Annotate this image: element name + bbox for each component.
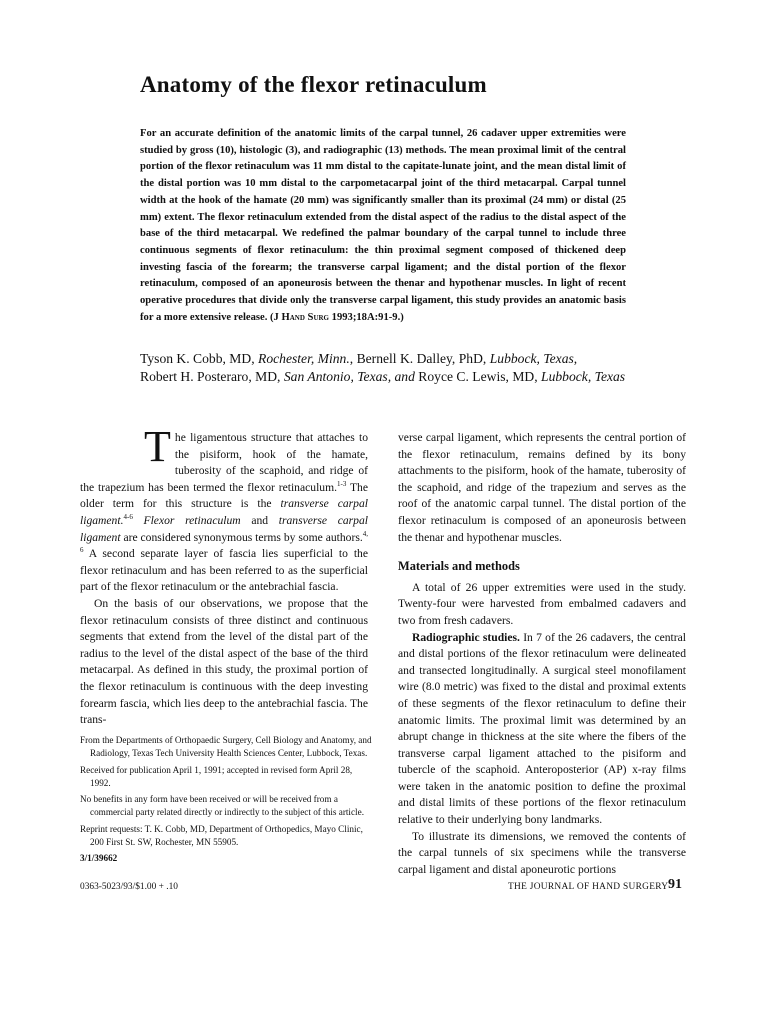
intro-italic-1: transverse carpal ligament.	[80, 497, 368, 527]
body-column-right	[398, 430, 686, 878]
author-lewis: Royce C. Lewis, MD,	[414, 369, 542, 384]
article-title: Anatomy of the flexor retinaculum	[140, 72, 487, 97]
author-dalley-location: Lubbock, Texas	[489, 351, 574, 366]
author-posteraro-location: San Antonio, Texas, and	[283, 369, 415, 384]
intro-text-2: The older term for this structure is the	[80, 480, 368, 511]
intro-italic-3: transverse carpal ligament	[80, 513, 368, 544]
author-cobb-location: Rochester, Minn.	[258, 351, 350, 366]
author-dalley: , Bernell K. Dalley, PhD,	[349, 351, 490, 366]
methods-paragraph-3: To illustrate its dimensions, we removed the contents of the carpal tunnels of six specimens while the transverse carpal ligament and distal aponeurotic portions	[398, 829, 686, 876]
intro-italic-2: Flexor retinaculum	[132, 513, 241, 527]
page-number: 91	[668, 877, 682, 892]
abstract-text: For an accurate definition of the anatomic limits of the carpal tunnel, 26 cadaver upper extremities were studied by gross (10), histologic (3), and radiographic (13) methods. The mean proximal limit of the central portion of the flexor retinaculum was 11 mm distal to the capitate-lunate joint, and the mean distal limit of the distal portion was 10 mm distal to the carpometacarpal joint of the third metacarpal. Carpal tunnel width at the hook of the hamate (20 mm) was significantly smaller than its proximal (24 mm) or distal (25 mm) extent. The flexor retinaculum extended from the distal aspect of the radius to the distal aspect of the base of the third metacarpal. We redefined the palmar boundary of the carpal tunnel to include three continuous segments of flexor retinaculum: the thin proximal segment composed of thickened deep investing fascia of the forearm; the transverse carpal ligament; and the distal portion of the flexor retinaculum, composed of an aponeurosis between the thenar and hypothenar muscles. In light of recent operative procedures that divide only the transverse carpal ligament, this study provides an anatomic basis for a more extensive release. (J	[140, 128, 626, 323]
author-line-1-end: ,	[573, 351, 578, 366]
methods-paragraph-1: A total of 26 upper extremities were used in the study. Twenty-four were harvested from embalmed cadavers and two from fresh cadavers.	[398, 580, 686, 627]
footer-issn: 0363-5023/93/$1.00 + .10	[80, 882, 178, 892]
abstract-journal-abbrev: Hand Surg	[281, 311, 330, 323]
author-cobb: Tyson K. Cobb, MD,	[140, 351, 259, 366]
author-line-1	[140, 350, 700, 368]
footnote-code: 3/1/39662	[80, 853, 118, 864]
author-lewis-location: Lubbock, Texas	[541, 369, 626, 384]
footer-journal-name: THE JOURNAL OF HAND SURGERY	[508, 882, 669, 892]
footnote-received: Received for publication April 1, 1991; accepted in revised form April 28, 1992.	[80, 764, 353, 788]
intro-paragraph-1	[80, 422, 368, 596]
abstract	[140, 126, 626, 326]
author-list	[140, 350, 700, 386]
intro-text-1: he ligamentous structure that attaches to the pisiform, hook of the hamate, tuberosity of the scaphoid, and ridge of the trapezium has been termed the flexor retinaculum.	[80, 431, 368, 494]
body-column-left	[80, 422, 368, 729]
ref-superscript: 4, 6	[80, 529, 368, 555]
ref-superscript: 1-3	[337, 479, 347, 488]
footnotes	[80, 734, 372, 869]
footnote-benefits: No benefits in any form have been received or will be received from a commercial party related directly or indirectly to the subject of this article.	[80, 794, 364, 818]
section-heading-methods: Materials and methods	[398, 559, 520, 574]
author-line-2	[140, 368, 700, 386]
methods-text-radiographic: In 7 of the 26 cadavers, the central and distal portions of the flexor retinaculum were delineated and transected longitudinally. A surgical steel monofilament wire (8.0 metric) was fixed to the distal and proximal extents of these segments of the flexor retinaculum to define their anatomic limits. The proximal limit was determined by an abrupt change in thickness at the site where the fibers of the transverse carpal ligament attached to the pisiform and tubercle of the scaphoid. Anteroposterior (AP) x-ray films were taken in the anatomic position to define the proximal and distal limits of these portions of the flexor retinaculum relative to their underlying bony landmarks.	[398, 630, 686, 827]
intro-paragraph-3: verse carpal ligament, which represents the central portion of the flexor retinaculum, remains defined by its bony attachments to the pisiform, hook of the hamate, tuberosity of the scaphoid, and ridge of the trapezium and serves as the roof of the anatomic carpal tunnel. The distal portion of the flexor retinaculum is composed of an aponeurosis between the thenar and hypothenar muscles.	[398, 431, 686, 544]
footnote-reprint: Reprint requests: T. K. Cobb, MD, Department of Orthopedics, Mayo Clinic, 200 First St. SW, Rochester, MN 55905.	[80, 823, 363, 848]
intro-text-5: A second separate layer of fascia lies superficial to the flexor retinaculum and has been referred to as the superficial part of the flexor retinaculum or the antebrachial fascia.	[80, 547, 368, 594]
intro-paragraph-2: On the basis of our observations, we propose that the flexor retinaculum consists of three distinct and continuous segments that extend from the level of the distal part of the radius to the level of the distal aspect of the base of the third metacarpal. As defined in this study, the proximal portion of the flexor retinaculum is continuous with the deep investing forearm fascia, which lies deep to the antebrachial fascia. The trans-	[80, 596, 368, 727]
methods-paragraph-2	[398, 630, 686, 829]
intro-text-4: are considered synonymous terms by some authors.	[120, 530, 363, 544]
author-posteraro: Robert H. Posteraro, MD,	[140, 369, 284, 384]
run-in-heading-radiographic: Radiographic studies.	[412, 630, 520, 644]
abstract-citation: 1993;18A:91-9.)	[329, 311, 404, 323]
drop-cap: T	[144, 422, 171, 471]
footnote-affiliation: From the Departments of Orthopaedic Surgery, Cell Biology and Anatomy, and Radiology, Texas Tech University Health Sciences Center, Lubbock, Texas.	[80, 735, 372, 759]
intro-text-3: and	[240, 513, 279, 527]
ref-superscript: 4-6	[123, 513, 133, 522]
